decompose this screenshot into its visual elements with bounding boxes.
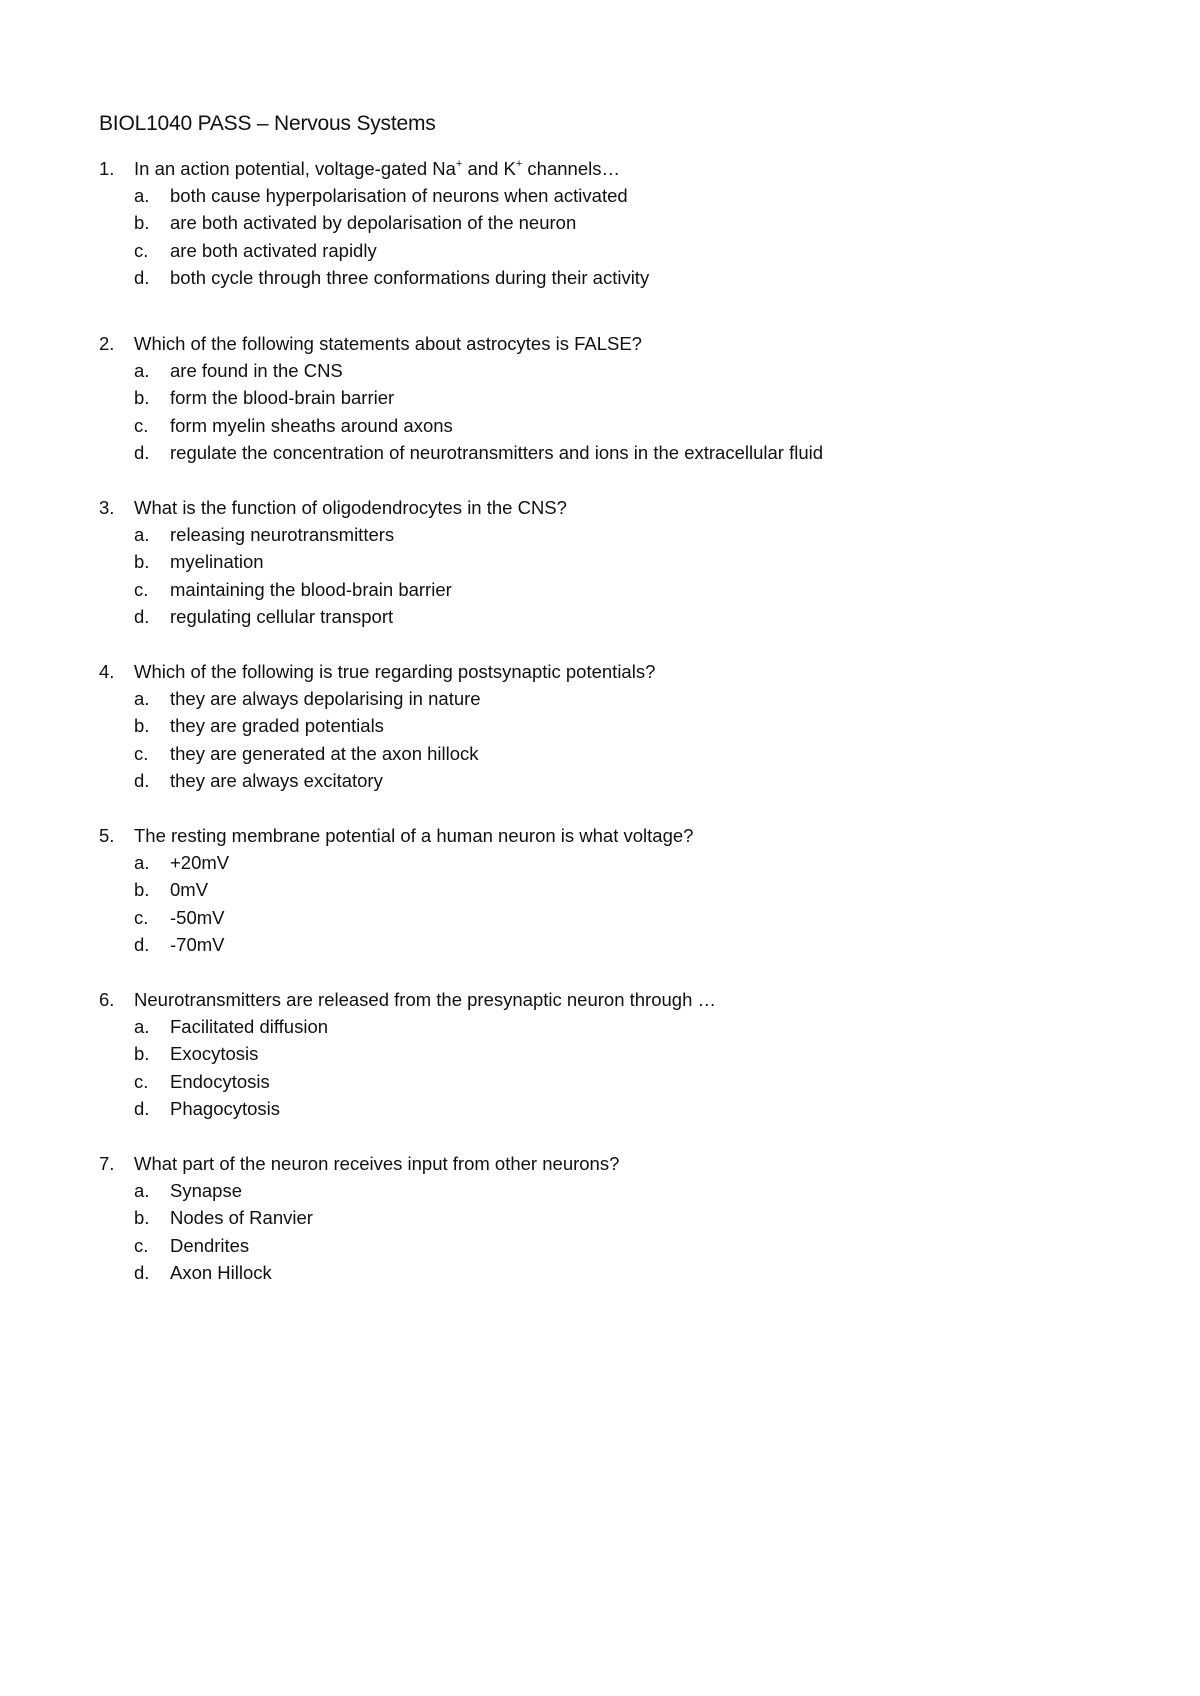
option-text: Nodes of Ranvier <box>170 1207 313 1229</box>
option-letter: b. <box>134 1043 150 1065</box>
option-letter: a. <box>134 1180 150 1202</box>
option-text: they are graded potentials <box>170 715 384 737</box>
option-letter: a. <box>134 688 150 710</box>
option-text: -70mV <box>170 933 225 955</box>
answer-option <box>99 740 1099 767</box>
option-text: Phagocytosis <box>170 1097 281 1119</box>
option-text: are found in the CNS <box>170 360 343 382</box>
question-stem-row <box>99 1150 1099 1177</box>
question-number: 7. <box>99 1153 115 1174</box>
answer-option <box>99 1040 1099 1067</box>
option-letter: c. <box>134 906 149 928</box>
option-text: Exocytosis <box>170 1043 259 1065</box>
answer-option <box>99 1204 1099 1231</box>
question-5 <box>99 822 1099 958</box>
option-letter: b. <box>134 879 150 901</box>
option-text: maintaining the blood-brain barrier <box>170 578 452 600</box>
question-6 <box>99 986 1099 1122</box>
answer-option <box>99 237 1099 264</box>
option-text: myelination <box>170 551 264 573</box>
option-letter: d. <box>134 769 150 791</box>
option-text: are both activated by depolarisation of the neuron <box>170 212 577 234</box>
option-letter: d. <box>134 933 150 955</box>
option-text: Synapse <box>170 1180 242 1202</box>
question-number: 2. <box>99 333 115 354</box>
superscript-plus: + <box>455 157 463 170</box>
question-3 <box>99 494 1099 630</box>
option-text: Axon Hillock <box>170 1261 272 1283</box>
option-letter: a. <box>134 360 150 382</box>
answer-option <box>99 767 1099 794</box>
answer-option <box>99 439 1099 466</box>
question-stem-row <box>99 986 1099 1013</box>
question-4 <box>99 658 1099 794</box>
question-stem <box>134 155 620 182</box>
option-text: both cycle through three conformations during their activity <box>170 266 650 288</box>
option-letter: d. <box>134 605 150 627</box>
question-stem: Neurotransmitters are released from the presynaptic neuron through … <box>134 989 717 1010</box>
option-text: form the blood-brain barrier <box>170 387 395 409</box>
answer-option <box>99 1177 1099 1204</box>
option-text: form myelin sheaths around axons <box>170 414 453 436</box>
option-letter: c. <box>134 1070 149 1092</box>
question-1 <box>99 155 1099 291</box>
answer-option <box>99 1259 1099 1286</box>
question-stem-row <box>99 658 1099 685</box>
option-text: 0mV <box>170 879 209 901</box>
option-letter: d. <box>134 1097 150 1119</box>
answer-option <box>99 521 1099 548</box>
document-title: BIOL1040 PASS – Nervous Systems <box>99 112 436 135</box>
option-text: they are generated at the axon hillock <box>170 742 479 764</box>
option-letter: c. <box>134 1234 149 1256</box>
option-text: both cause hyperpolarisation of neurons when activated <box>170 185 628 207</box>
answer-option <box>99 1013 1099 1040</box>
option-text: regulating cellular transport <box>170 605 394 627</box>
stem-part: and K <box>462 158 516 179</box>
option-text: are both activated rapidly <box>170 239 377 261</box>
question-stem: What is the function of oligodendrocytes in the CNS? <box>134 497 567 518</box>
question-stem: The resting membrane potential of a human neuron is what voltage? <box>134 825 694 846</box>
option-letter: a. <box>134 852 150 874</box>
answer-option <box>99 182 1099 209</box>
option-text: Facilitated diffusion <box>170 1016 329 1038</box>
answer-option <box>99 904 1099 931</box>
question-stem-row <box>99 155 1099 182</box>
option-letter: b. <box>134 1207 150 1229</box>
answer-option <box>99 931 1099 958</box>
answer-option <box>99 384 1099 411</box>
answer-option <box>99 849 1099 876</box>
option-letter: a. <box>134 185 150 207</box>
question-stem-row <box>99 330 1099 357</box>
answer-option <box>99 603 1099 630</box>
superscript-plus: + <box>515 157 523 170</box>
option-letter: a. <box>134 524 150 546</box>
option-text: they are always depolarising in nature <box>170 688 481 710</box>
answer-option <box>99 412 1099 439</box>
option-text: -50mV <box>170 906 225 928</box>
answer-option <box>99 548 1099 575</box>
option-letter: b. <box>134 551 150 573</box>
question-stem: Which of the following is true regarding postsynaptic potentials? <box>134 661 656 682</box>
option-text: regulate the concentration of neurotransmitters and ions in the extracellular fluid <box>170 441 824 463</box>
option-letter: a. <box>134 1016 150 1038</box>
question-stem-row <box>99 822 1099 849</box>
option-text: releasing neurotransmitters <box>170 524 395 546</box>
option-letter: c. <box>134 578 149 600</box>
answer-option <box>99 357 1099 384</box>
question-number: 5. <box>99 825 115 846</box>
stem-part: channels… <box>522 158 620 179</box>
question-number: 4. <box>99 661 115 682</box>
stem-part: In an action potential, voltage-gated Na <box>134 158 456 179</box>
option-letter: d. <box>134 266 150 288</box>
answer-option <box>99 576 1099 603</box>
option-letter: c. <box>134 239 149 261</box>
option-text: Endocytosis <box>170 1070 270 1092</box>
question-number: 1. <box>99 158 115 179</box>
option-text: they are always excitatory <box>170 769 383 791</box>
option-letter: b. <box>134 387 150 409</box>
option-letter: b. <box>134 715 150 737</box>
option-letter: c. <box>134 414 149 436</box>
answer-option <box>99 1095 1099 1122</box>
option-text: Dendrites <box>170 1234 250 1256</box>
answer-option <box>99 1068 1099 1095</box>
answer-option <box>99 685 1099 712</box>
answer-option <box>99 264 1099 291</box>
option-text: +20mV <box>170 852 230 874</box>
question-stem: What part of the neuron receives input from other neurons? <box>134 1153 620 1174</box>
question-number: 6. <box>99 989 115 1010</box>
question-7 <box>99 1150 1099 1286</box>
option-letter: c. <box>134 742 149 764</box>
answer-option <box>99 1232 1099 1259</box>
option-letter: d. <box>134 441 150 463</box>
answer-option <box>99 209 1099 236</box>
option-letter: d. <box>134 1261 150 1283</box>
question-stem: Which of the following statements about astrocytes is FALSE? <box>134 333 642 354</box>
option-letter: b. <box>134 212 150 234</box>
answer-option <box>99 876 1099 903</box>
question-stem-row <box>99 494 1099 521</box>
question-number: 3. <box>99 497 115 518</box>
question-2 <box>99 330 1099 466</box>
answer-option <box>99 712 1099 739</box>
